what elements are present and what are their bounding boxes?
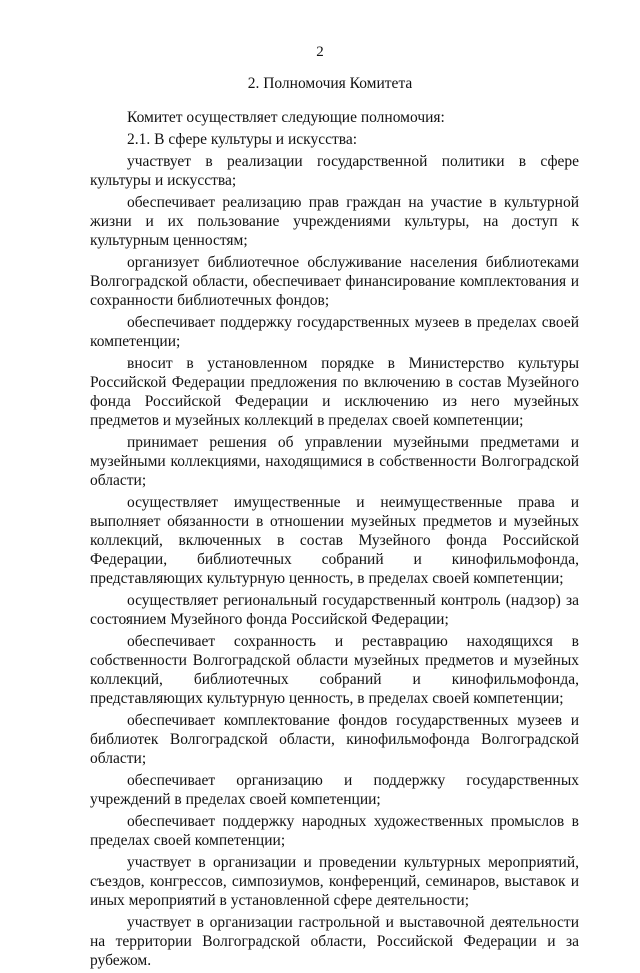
paragraph: участвует в организации гастрольной и выставочной деятельности на территории Волгоградской области, Российской Федерации и за рубежом. [90, 914, 579, 969]
paragraph: участвует в организации и проведении культурных мероприятий, съездов, конгрессов, симпозиумов, конференций, семинаров, выставок и иных мероприятий в установленной сфере деятельности; [90, 854, 579, 909]
paragraph: принимает решения об управлении музейными предметами и музейными коллекциями, находящимися в собственности Волгоградской области; [90, 434, 579, 489]
section-title: 2. Полномочия Комитета [247, 75, 413, 92]
paragraph: вносит в установленном порядке в Министерство культуры Российской Федерации предложения по включению в состав Музейного фонда Российской Федерации и исключению из него музейных предметов и музейных коллекций в пределах своей компетенции; [90, 355, 579, 429]
paragraph: участвует в реализации государственной политики в сфере культуры и искусства; [90, 153, 579, 189]
paragraph: организует библиотечное обслуживание населения библиотеками Волгоградской области, обеспечивает финансирование комплектования и сохранности библиотечных фондов; [90, 254, 579, 309]
paragraph-subsection-heading: 2.1. В сфере культуры и искусства: [127, 131, 358, 148]
paragraph-intro: Комитет осуществляет следующие полномочия: [127, 109, 445, 126]
page-number: 2 [316, 44, 324, 60]
paragraph: обеспечивает сохранность и реставрацию находящихся в собственности Волгоградской области музейных предметов и музейных коллекций, библиотечных собраний и кинофильмофонда, представляющих культурную ценность, в пределах своей компетенции; [90, 633, 579, 707]
document-body [90, 108, 579, 973]
paragraph: осуществляет региональный государственный контроль (надзор) за состоянием Музейного фонда Российской Федерации; [90, 592, 579, 628]
paragraph: обеспечивает поддержку государственных музеев в пределах своей компетенции; [90, 314, 579, 350]
paragraph: обеспечивает комплектование фондов государственных музеев и библиотек Волгоградской области, кинофильмофонда Волгоградской области; [90, 712, 579, 767]
paragraph: осуществляет имущественные и неимущественные права и выполняет обязанности в отношении музейных предметов и музейных коллекций, включенных в состав Музейного фонда Российской Федерации, библиотечных собраний и кинофильмофонда, представляющих культурную ценность, в пределах своей компетенции; [90, 494, 579, 587]
paragraph: обеспечивает реализацию прав граждан на участие в культурной жизни и их пользование учреждениями культуры, на доступ к культурным ценностям; [90, 194, 579, 249]
paragraph: обеспечивает поддержку народных художественных промыслов в пределах своей компетенции; [90, 813, 579, 849]
paragraph: обеспечивает организацию и поддержку государственных учреждений в пределах своей компетенции; [90, 772, 579, 808]
